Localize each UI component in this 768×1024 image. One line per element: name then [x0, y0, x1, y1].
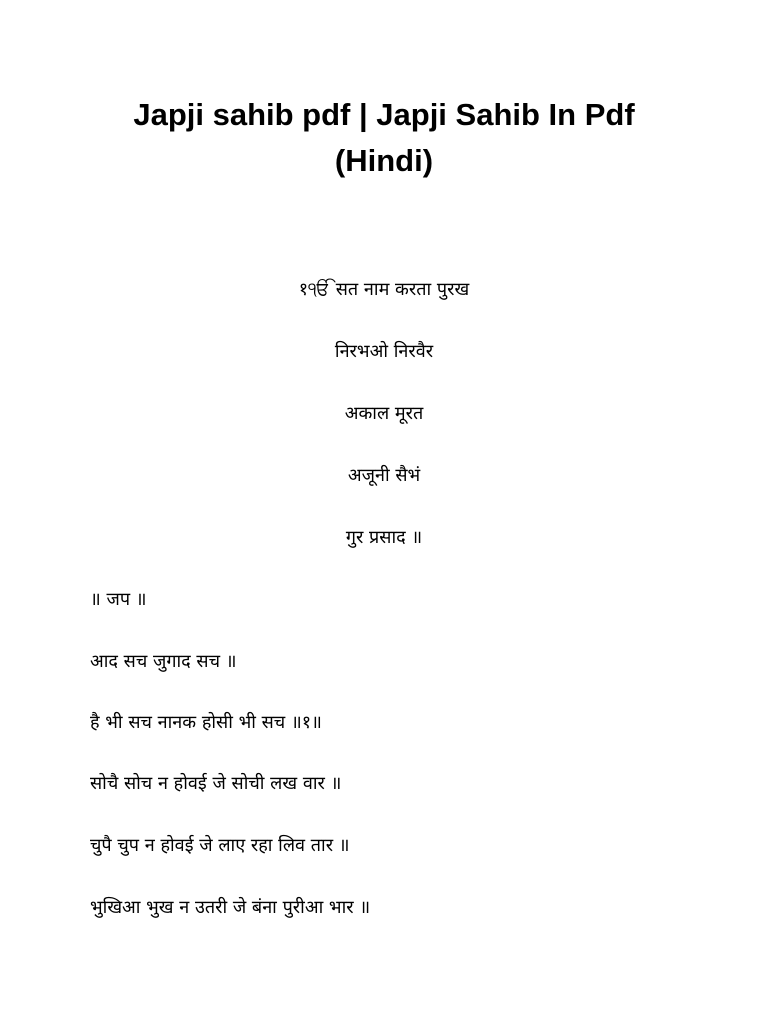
verse-line: भुखिआ भुख न उतरी जे बंना पुरीआ भार ॥: [90, 897, 371, 918]
mool-mantar-line: १ੴ सत नाम करता पुरख: [298, 279, 470, 300]
verse-line: ॥ जप ॥: [90, 589, 147, 610]
verse-line: आद सच जुगाद सच ॥: [90, 651, 237, 672]
mool-mantar-line: निरभओ निरवैर: [334, 341, 434, 362]
mool-mantar-line: गुर प्रसाद ॥: [345, 527, 423, 548]
verse-line: सोचै सोच न होवई जे सोची लख वार ॥: [90, 773, 342, 794]
verse-line: चुपै चुप न होवई जे लाए रहा लिव तार ॥: [90, 835, 350, 856]
verse-line: है भी सच नानक होसी भी सच ॥१॥: [90, 712, 322, 733]
document-title: Japji sahib pdf | Japji Sahib In Pdf (Hindi): [133, 97, 635, 178]
mool-mantar-line: अजूनी सैभं: [347, 465, 421, 486]
mool-mantar-line: अकाल मूरत: [344, 403, 424, 424]
